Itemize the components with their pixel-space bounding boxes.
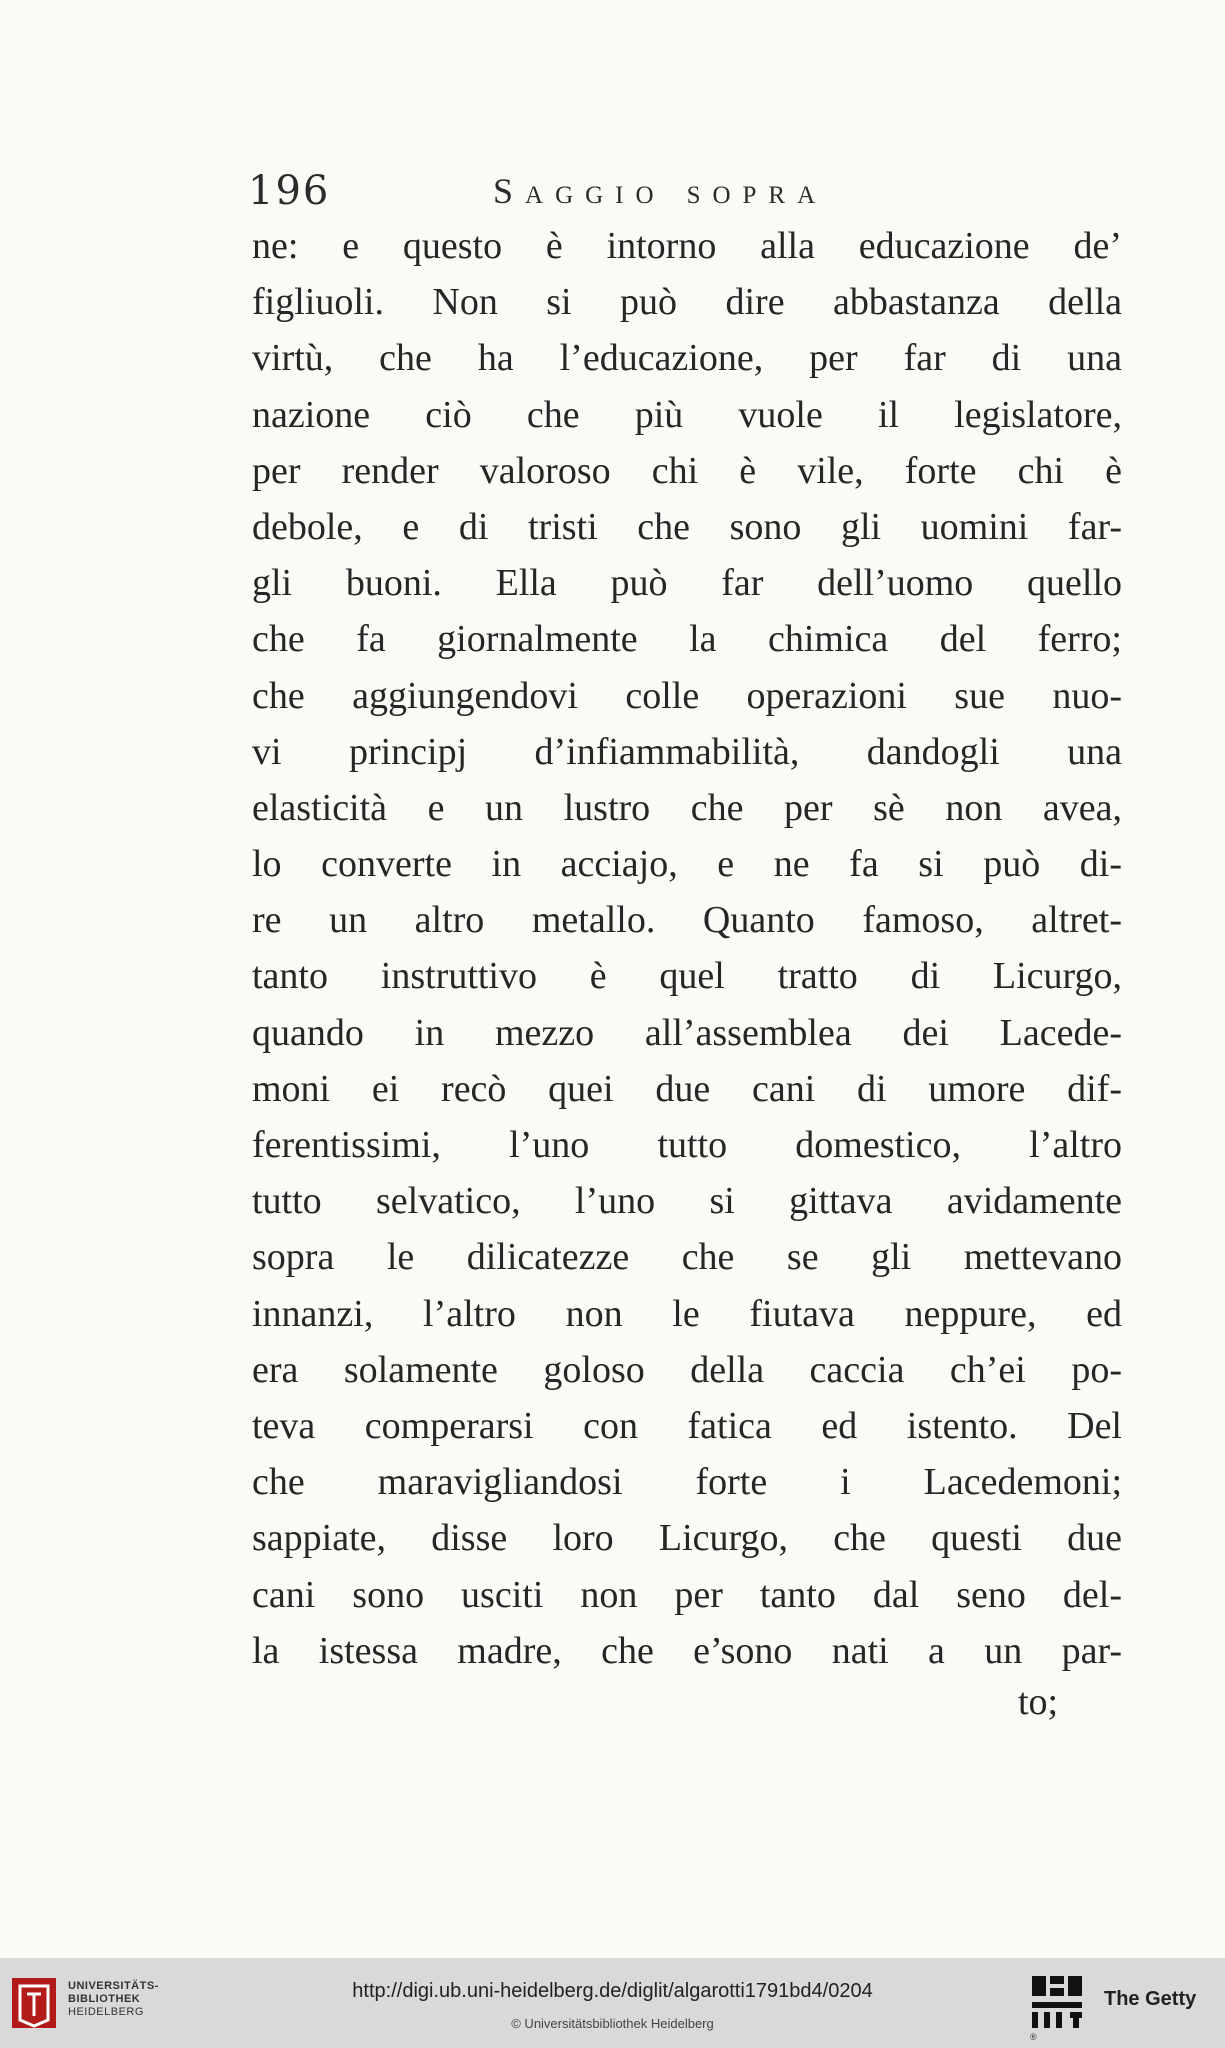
text-line: sopra le dilicatezze che se gli mettevano [252, 1236, 1122, 1279]
text-line: lo converte in acciajo, e ne fa si può di- [252, 843, 1122, 886]
text-line: re un altro metallo. Quanto famoso, altret- [252, 899, 1122, 942]
text-line: la istessa madre, che e’sono nati a un par- [252, 1629, 1122, 1672]
text-line: ne: e questo è intorno alla educazione de’ [252, 225, 1122, 267]
viewer-footer [0, 1958, 1225, 2048]
text-line: tanto instruttivo è quel tratto di Licurgo, [252, 955, 1122, 998]
catchword: to; [1018, 1681, 1059, 1723]
text-line: elasticità e un lustro che per sè non avea, [252, 786, 1122, 829]
text-line: gli buoni. Ella può far dell’uomo quello [252, 562, 1122, 605]
text-line: sappiate, disse loro Licurgo, che questi due [252, 1517, 1122, 1560]
text-line: cani sono usciti non per tanto dal seno del- [252, 1573, 1122, 1616]
page-header [248, 160, 1128, 220]
text-line: debole, e di tristi che sono gli uomini far- [252, 505, 1122, 548]
text-line: che maravigliandosi forte i Lacedemoni; [252, 1461, 1122, 1504]
text-line: teva comperarsi con fatica ed istento. Del [252, 1404, 1122, 1447]
text-line: era solamente goloso della caccia ch’ei po- [252, 1348, 1122, 1391]
text-line: per render valoroso chi è vile, forte chi è [252, 449, 1122, 492]
body-text [252, 218, 1122, 1679]
registered-mark: ® [1030, 2032, 1037, 2042]
text-line: tutto selvatico, l’uno si gittava avidamente [252, 1180, 1122, 1223]
page-number: 196 [248, 168, 331, 214]
text-line: figliuoli. Non si può dire abbastanza della [252, 281, 1122, 324]
text-line: nazione ciò che più vuole il legislatore, [252, 393, 1122, 436]
library-logo-text: UNIVERSITÄTS- BIBLIOTHEK HEIDELBERG [68, 1980, 159, 2018]
running-head: Saggio sopra [493, 171, 828, 211]
text-line: innanzi, l’altro non le fiutava neppure, ed [252, 1292, 1122, 1335]
text-line: virtù, che ha l’educazione, per far di una [252, 337, 1122, 380]
text-line: che aggiungendovi colle operazioni sue nuo- [252, 674, 1122, 717]
text-line: quando in mezzo all’assemblea dei Lacede- [252, 1011, 1122, 1054]
permalink-url[interactable]: http://digi.ub.uni-heidelberg.de/diglit/algarotti1791bd4/0204 [352, 1980, 873, 2002]
getty-logo-icon[interactable] [1030, 1972, 1086, 2032]
text-line: ferentissimi, l’uno tutto domestico, l’altro [252, 1124, 1122, 1166]
text-line: vi principj d’infiammabilità, dandogli una [252, 730, 1122, 773]
copyright-notice: © Universitätsbibliothek Heidelberg [511, 2016, 714, 2031]
getty-label[interactable]: The Getty [1104, 1988, 1197, 2010]
text-line: moni ei recò quei due cani di umore dif- [252, 1067, 1122, 1110]
text-line: che fa giornalmente la chimica del ferro; [252, 618, 1122, 661]
